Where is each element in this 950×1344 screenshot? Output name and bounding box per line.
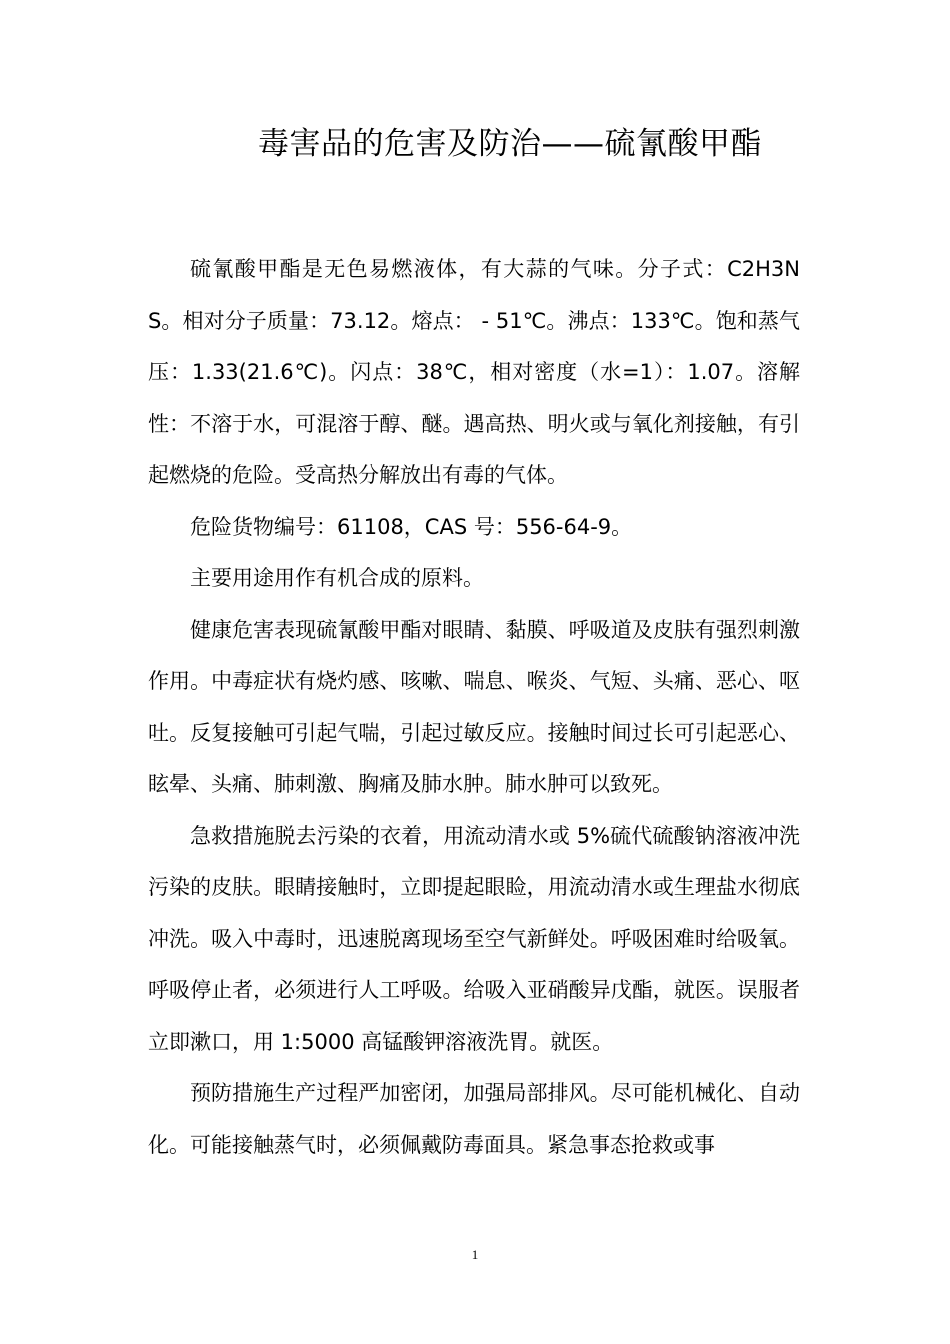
paragraph-prevention: 预防措施生产过程严加密闭，加强局部排风。尽可能机械化、自动化。可能接触蒸气时，必须佩戴防毒面具。紧急事态抢救或事	[148, 1081, 800, 1157]
paragraph-health-hazards: 健康危害表现硫氰酸甲酯对眼睛、黏膜、呼吸道及皮肤有强烈刺激作用。中毒症状有烧灼感、咳嗽、喘息、喉炎、气短、头痛、恶心、呕吐。反复接触可引起气喘，引起过敏反应。接触时间过长可引起恶心、眩晕、头痛、肺刺激、胸痛及肺水肿。肺水肿可以致死。	[148, 617, 800, 796]
paragraph-usage: 主要用途用作有机合成的原料。	[190, 566, 484, 590]
document-body	[148, 244, 800, 1171]
paragraph-identifiers: 危险货物编号：61108，CAS 号：556-64-9。	[190, 514, 633, 539]
paragraph-first-aid: 急救措施脱去污染的衣着，用流动清水或 5%硫代硫酸钠溶液冲洗污染的皮肤。眼睛接触时，立即提起眼睑，用流动清水或生理盐水彻底冲洗。吸入中毒时，迅速脱离现场至空气新鲜处。呼吸困难时给吸氧。呼吸停止者，必须进行人工呼吸。给吸入亚硝酸异戊酯，就医。误服者立即漱口，用 1:5000 高锰酸钾溶液洗胃。就医。	[148, 823, 800, 1054]
paragraph-properties: 硫氰酸甲酯是无色易燃液体，有大蒜的气味。分子式：C2H3NS。相对分子质量：73.12。熔点： - 51℃。沸点：133℃。饱和蒸气压：1.33(21.6℃)。闪点：38℃，相对密度（水=1）：1.07。溶解性：不溶于水，可混溶于醇、醚。遇高热、明火或与氧化剂接触，有引起燃烧的危险。受高热分解放出有毒的气体。	[148, 257, 800, 487]
document-title: 毒害品的危害及防治——硫氰酸甲酯	[258, 126, 762, 162]
page-number: 1	[471, 1247, 479, 1262]
